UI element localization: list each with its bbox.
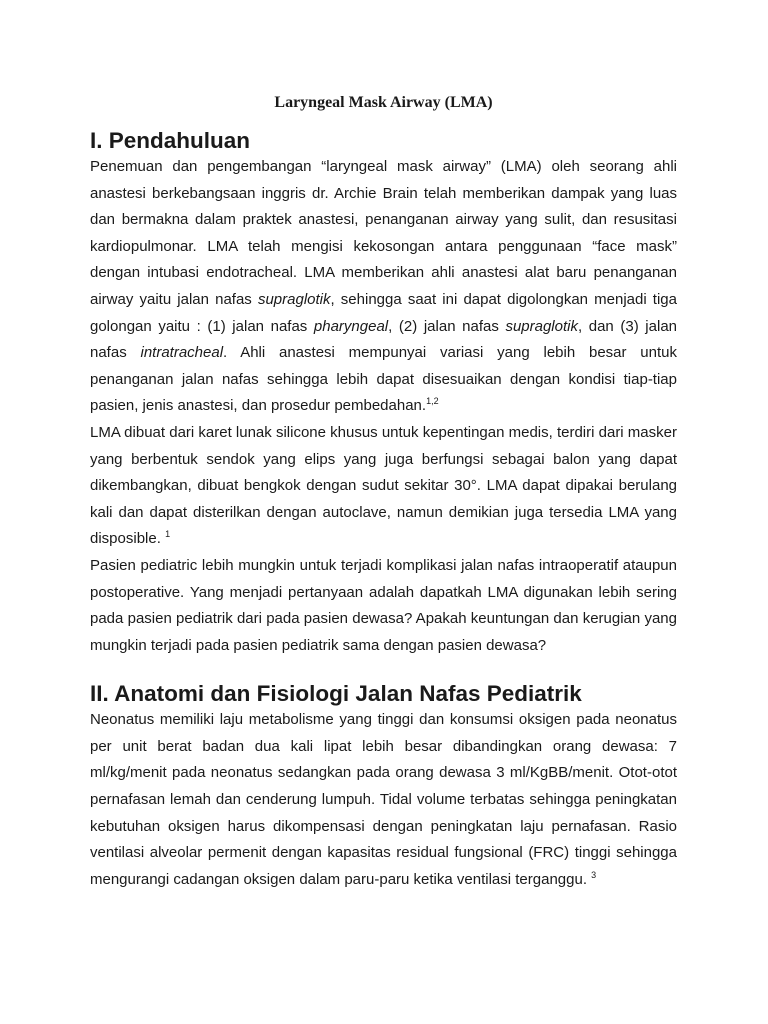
paragraph-neonatus	[90, 707, 677, 893]
paragraph-text: . Ahli anastesi mempunyai variasi yang lebih besar untuk penanganan jalan nafas sehingga lebih dapat disesuaikan dengan kondisi tiap-tiap pasien, jenis anastesi, dan prosedur pembedahan.	[90, 344, 677, 415]
section-heading-anatomi: II. Anatomi dan Fisiologi Jalan Nafas Pediatrik	[90, 681, 582, 707]
paragraph-text: , (2) jalan nafas	[388, 317, 506, 335]
citation-superscript: 1,2	[426, 396, 439, 407]
italic-term: pharyngeal	[313, 317, 389, 335]
italic-term: supraglotik	[505, 317, 578, 335]
document-title: Laryngeal Mask Airway (LMA)	[274, 94, 493, 111]
paragraph-text: LMA dibuat dari karet lunak silicone khusus untuk kepentingan medis, terdiri dari masker yang berbentuk sendok yang elips yang juga berfungsi sebagai balon yang dapat dikembangkan, dibuat bengkok dengan sudut sekitar 30°. LMA dapat dipakai berulang kali dan dapat disterilkan dengan autoclave, namun demikian juga tersedia LMA yang disposible.	[90, 423, 677, 548]
italic-term: supraglotik	[257, 290, 331, 308]
paragraph-text: , dan (3) jalan nafas	[90, 317, 678, 362]
paragraph-intro	[90, 154, 677, 420]
paragraph-lma-material	[90, 420, 677, 553]
citation-superscript: 3	[591, 869, 597, 880]
paragraph-text: , sehingga saat ini dapat digolongkan menjadi tiga golongan yaitu : (1) jalan nafas	[90, 290, 677, 335]
paragraph-text: Penemuan dan pengembangan “laryngeal mask airway” (LMA) oleh seorang ahli anastesi berkebangsaan inggris dr. Archie Brain telah memberikan dampak yang luas dan bermakna dalam praktek anastesi, penanganan airway yang sulit, dan resusitasi kardiopulmonar. LMA telah mengisi kekosongan antara penggunaan “face mask” dengan intubasi endotracheal. LMA memberikan ahli anastesi alat baru penanganan airway yaitu jalan nafas	[90, 158, 677, 308]
citation-superscript: 1	[165, 529, 171, 540]
section-spacer	[90, 659, 677, 681]
document-page	[90, 92, 677, 893]
section-heading-pendahuluan: I. Pendahuluan	[90, 128, 251, 153]
italic-term: intratracheal	[140, 344, 224, 362]
paragraph-pediatric-question: Pasien pediatric lebih mungkin untuk terjadi komplikasi jalan nafas intraoperatif ataupun postoperative. Yang menjadi pertanyaan adalah dapatkah LMA digunakan lebih sering pada pasien pediatrik dari pada pasien dewasa? Apakah keuntungan dan kerugian yang mungkin terjadi pada pasien pediatrik sama dengan pasien dewasa?	[90, 556, 677, 654]
paragraph-text: Neonatus memiliki laju metabolisme yang tinggi dan konsumsi oksigen pada neonatus per unit berat badan dua kali lipat lebih besar dibandingkan orang dewasa: 7 ml/kg/menit pada neonatus sedangkan pada orang dewasa 3 ml/KgBB/menit. Otot-otot pernafasan lemah dan cenderung lumpuh. Tidal volume terbatas sehingga peningkatan kebutuhan oksigen harus dikompensasi dengan peningkatan laju pernafasan. Rasio ventilasi alveolar permenit dengan kapasitas residual fungsional (FRC) tinggi sehingga mengurangi cadangan oksigen dalam paru-paru ketika ventilasi terganggu.	[90, 711, 677, 888]
